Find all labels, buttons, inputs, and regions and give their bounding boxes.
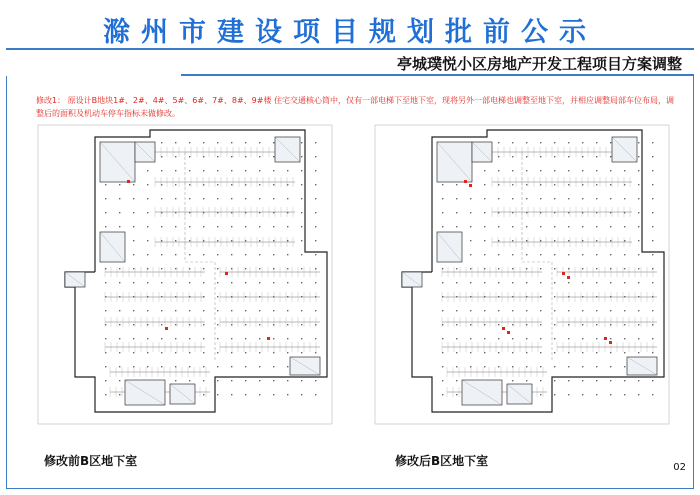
plan-before	[35, 122, 335, 427]
project-title-bar	[6, 50, 694, 76]
modification-note: 修改1： 原设计B地块1#、2#、4#、5#、6#、7#、8#、9#楼 住宅交通核心筒中，仅有一部电梯下至地下室，现将另外一部电梯也调整至地下室，并相应调整局部车位布局，调整后的面积及机动车停车指标未做修改。	[36, 96, 675, 118]
title-band	[6, 6, 694, 50]
caption-before: 修改前B区地下室	[44, 454, 138, 468]
floor-plan-after-drawing	[372, 122, 672, 427]
caption-after: 修改后B区地下室	[395, 454, 489, 468]
main-title: 滁州市建设项目规划批前公示	[103, 17, 597, 48]
page-number: 02	[673, 462, 686, 473]
floor-plan-before-drawing	[35, 122, 335, 427]
project-title-underline	[181, 74, 694, 76]
plan-after	[372, 122, 672, 427]
project-title: 亭城璞悦小区房地产开发工程项目方案调整	[396, 55, 682, 73]
